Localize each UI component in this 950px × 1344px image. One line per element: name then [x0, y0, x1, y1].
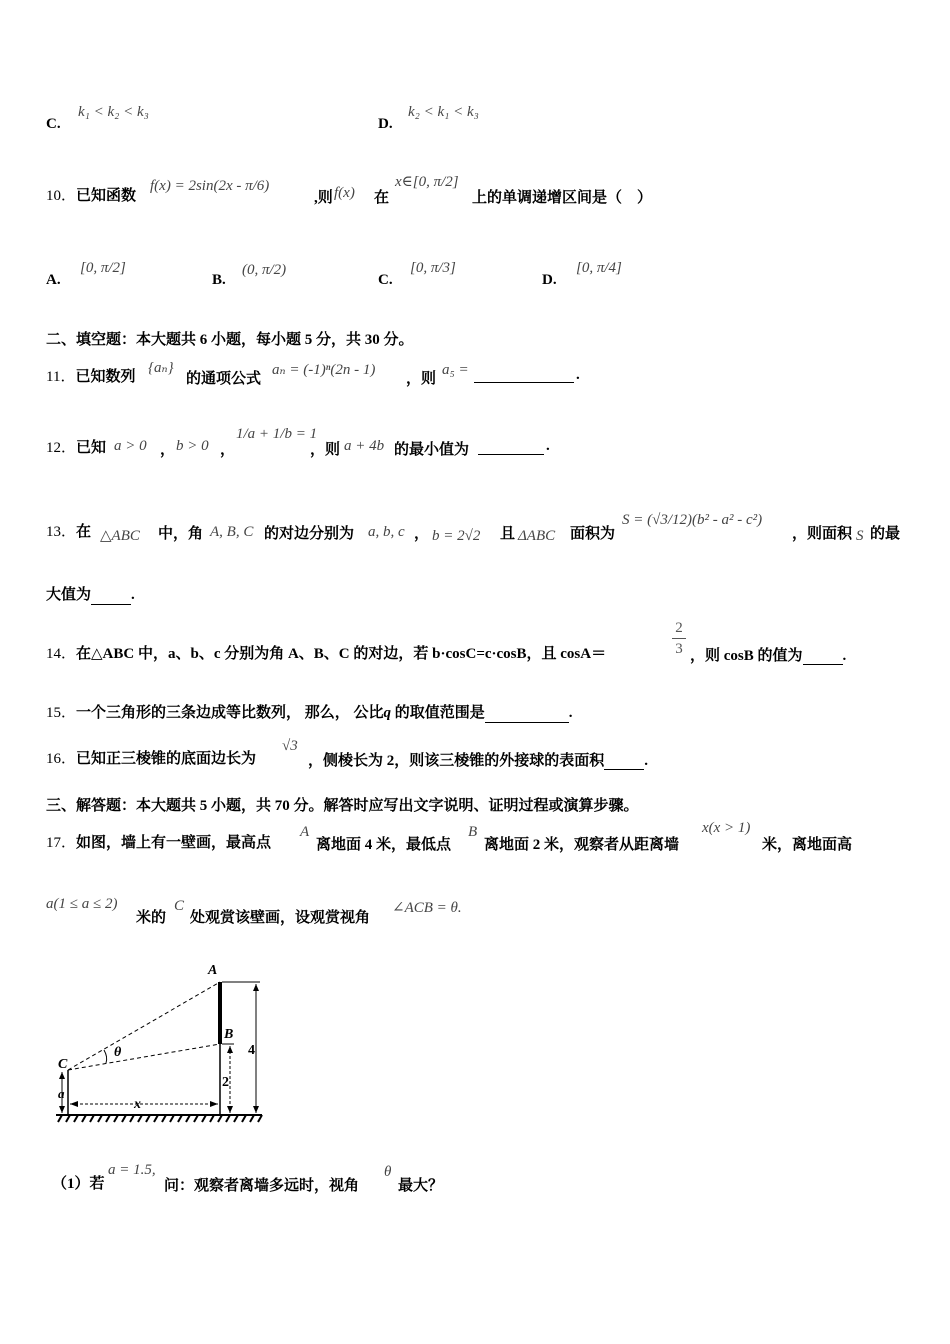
- q13-line2: 大值为 .: [46, 587, 135, 603]
- q13-sides: a, b, c: [368, 524, 405, 540]
- question-15: 15．一个三角形的三条边成等比数列， 那么， 公比q 的取值范围是 .: [46, 705, 573, 721]
- a-arrow-bottom: [59, 1106, 65, 1113]
- q17-angle: ∠ACB = θ.: [392, 900, 462, 916]
- q13-text3: 的对边分别为: [264, 526, 355, 542]
- label-4: 4: [248, 1043, 255, 1058]
- q17-part1-theta: θ: [384, 1164, 392, 1180]
- q13-text5: 面积为: [570, 526, 616, 542]
- q10-option-d-label: D.: [542, 272, 557, 288]
- q16-value: √3: [282, 738, 298, 754]
- q17-text3: 离地面 2 米，观察者从距离墙: [484, 837, 680, 853]
- q15-q: q: [383, 705, 392, 721]
- q11-a5: a₅ =: [442, 362, 469, 378]
- q17-part1-text2: 最大？: [398, 1178, 444, 1194]
- q17-part1-label: （1）若: [52, 1176, 105, 1192]
- question-17: 17．如图，墙上有一壁画，最高点: [46, 835, 272, 851]
- q14-tail-text: ，则 cosB 的值为 .: [690, 648, 847, 664]
- q16-answer-blank[interactable]: [604, 755, 644, 770]
- q9-option-d-expr: k₂ < k₁ < k₃: [408, 104, 479, 120]
- h4-arrow-top: [253, 984, 259, 991]
- q12-cond-a: a > 0: [114, 438, 147, 454]
- q10-option-d-expr: [0, π/4]: [576, 260, 622, 276]
- q13-text4: 且: [500, 526, 516, 542]
- label-2: 2: [222, 1075, 229, 1090]
- q12-sep1: ，: [160, 442, 176, 458]
- q13-triangle-2: ΔABC: [518, 528, 556, 544]
- q17-text4: 米，离地面高: [762, 837, 853, 853]
- q12-tail: .: [546, 438, 550, 454]
- question-11: 11．已知数列: [46, 369, 136, 385]
- q14-answer-blank[interactable]: [803, 650, 843, 665]
- q10-text4: 上的单调递增区间是（ ）: [472, 190, 653, 206]
- q17-part1-text: 问：观察者离墙多远时，视角: [164, 1178, 360, 1194]
- q17-part1-condition: a = 1.5,: [108, 1162, 156, 1178]
- q16-text2: ，侧棱长为 2，则该三棱锥的外接球的表面积 .: [308, 753, 649, 769]
- q13-triangle: △ABC: [100, 528, 140, 544]
- q13-area-formula: S = (√3/12)(b² - a² - c²): [622, 512, 763, 528]
- q17-figure: [52, 960, 272, 1130]
- q13-answer-blank[interactable]: [91, 590, 131, 605]
- q10-text3: 在: [374, 190, 390, 206]
- q10-option-a-label: A.: [46, 272, 61, 288]
- label-a: a: [58, 1086, 65, 1101]
- section-2-heading: 二、填空题：本大题共 6 小题，每小题 5 分，共 30 分。: [46, 332, 414, 348]
- label-C: C: [58, 1057, 68, 1072]
- label-x: x: [134, 1097, 141, 1112]
- q11-sequence: {aₙ}: [148, 360, 174, 376]
- q10-domain: x∈[0, π/2]: [395, 174, 459, 190]
- h2-arrow-top: [227, 1046, 233, 1053]
- q9-option-d-label: D.: [378, 116, 393, 132]
- q10-option-c-label: C.: [378, 272, 393, 288]
- q14-frac-num: 2: [672, 618, 686, 639]
- q10-function: f(x) = 2sin(2x - π/6): [150, 178, 270, 194]
- q13-b-value: b = 2√2: [432, 528, 481, 544]
- question-14: 14．在△ABC 中，a、b、c 分别为角 A、B、C 的对边，若 b·cosC=c·cosB，且 cosA＝: [46, 646, 607, 662]
- q12-text2: ，则: [310, 442, 341, 458]
- q17-x: x(x > 1): [702, 820, 751, 836]
- q12-cond-b: b > 0: [176, 438, 209, 454]
- ground-hatch: [58, 1115, 262, 1122]
- q14-fraction: [672, 618, 686, 659]
- q11-text3: ，则: [406, 371, 437, 387]
- label-theta: θ: [114, 1045, 122, 1060]
- q13-S: S: [856, 528, 864, 544]
- q12-condition: 1/a + 1/b = 1: [236, 426, 318, 442]
- q11-answer-blank[interactable]: [474, 368, 574, 383]
- q9-option-c-expr: k₁ < k₂ < k₃: [78, 104, 149, 120]
- label-B: B: [224, 1027, 234, 1042]
- q17-text6: 处观赏该壁画，设观赏视角: [190, 910, 371, 926]
- question-16: 16．已知正三棱锥的底面边长为: [46, 751, 257, 767]
- a-arrow-top: [59, 1072, 65, 1079]
- q17-a: a(1 ≤ a ≤ 2): [46, 896, 118, 912]
- q12-sep2: ，: [220, 442, 236, 458]
- theta-arc: [104, 1050, 107, 1063]
- section-3-heading: 三、解答题：本大题共 5 小题，共 70 分。解答时应写出文字说明、证明过程或演算步骤。: [46, 798, 639, 814]
- question-13: 13．在: [46, 524, 92, 540]
- sight-line-cb: [68, 1044, 220, 1070]
- q10-option-b-expr: (0, π/2): [242, 262, 287, 278]
- q13-text2: 中，角: [158, 526, 204, 542]
- q10-option-b-label: B.: [212, 272, 226, 288]
- q11-tail: .: [576, 367, 580, 383]
- q17-B: B: [468, 824, 478, 840]
- q15-answer-blank[interactable]: [485, 708, 569, 723]
- q17-A: A: [300, 824, 310, 840]
- q10-option-c-expr: [0, π/3]: [410, 260, 456, 276]
- h2-arrow-bottom: [227, 1106, 233, 1113]
- q11-text2: 的通项公式: [186, 371, 262, 387]
- q17-text5: 米的: [136, 910, 167, 926]
- q12-answer-blank[interactable]: [478, 440, 544, 455]
- q9-option-c-label: C.: [46, 116, 61, 132]
- q11-formula: aₙ = (-1)ⁿ(2n - 1): [272, 362, 376, 378]
- q10-option-a-expr: [0, π/2]: [80, 260, 126, 276]
- q10-fx: f(x): [334, 185, 355, 201]
- q12-text3: 的最小值为: [394, 442, 470, 458]
- question-10: 10．已知函数: [46, 188, 137, 204]
- q12-expression: a + 4b: [344, 438, 385, 454]
- q14-frac-den: 3: [675, 641, 683, 657]
- q17-text2: 离地面 4 米，最低点: [316, 837, 452, 853]
- h4-arrow-bottom: [253, 1106, 259, 1113]
- q17-C: C: [174, 898, 185, 914]
- q10-text2: ,则: [314, 190, 333, 206]
- q13-text7: 的最: [870, 526, 901, 542]
- x-arrow-right: [210, 1101, 218, 1107]
- label-A: A: [208, 963, 218, 978]
- x-arrow-left: [70, 1101, 78, 1107]
- question-12: 12．已知: [46, 440, 107, 456]
- q13-sep: ，: [414, 526, 430, 542]
- q13-angles: A, B, C: [210, 524, 254, 540]
- q13-text6: ，则面积: [792, 526, 853, 542]
